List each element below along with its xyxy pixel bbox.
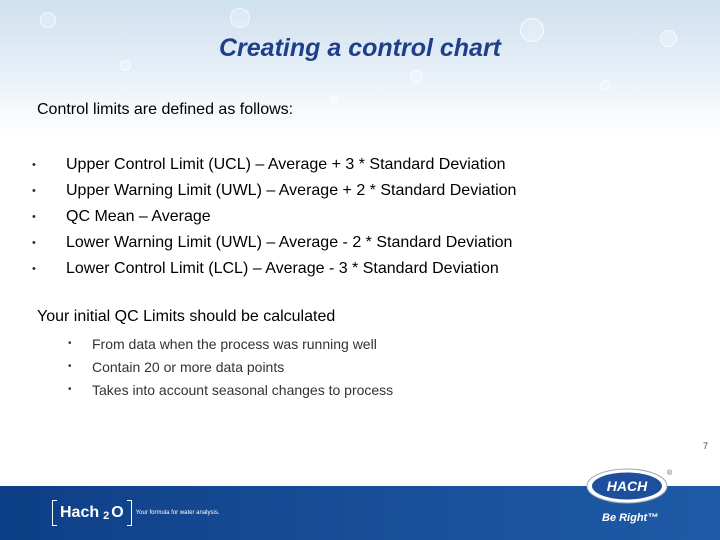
list-item (66, 332, 393, 355)
list-item (30, 204, 516, 230)
calc-point-text: Contain 20 or more data points (92, 358, 285, 375)
calc-points-list (66, 332, 393, 401)
water-bubble (410, 70, 423, 83)
limit-text: Lower Control Limit (LCL) – Average - 3 * Standard Deviation (66, 260, 499, 277)
water-bubble (600, 80, 610, 90)
header-background (0, 0, 720, 140)
list-item (30, 178, 516, 204)
bullet-icon: • (32, 237, 36, 249)
hach-logo-text: HACH (606, 478, 648, 494)
hach-logo-icon (586, 468, 668, 504)
intro-text: Control limits are defined as follows: (37, 101, 294, 118)
control-limits-list (30, 152, 516, 282)
slogan: Be Right™ (602, 512, 659, 524)
page-number: 7 (703, 441, 709, 451)
limit-text: Lower Warning Limit (UWL) – Average - 2 * Standard Deviation (66, 234, 513, 251)
brand-hach: Hach (60, 504, 100, 521)
registered-mark: ® (667, 470, 673, 477)
list-item (30, 230, 516, 256)
water-bubble (330, 95, 339, 104)
bullet-icon: • (68, 384, 72, 395)
calc-point-text: From data when the process was running well (92, 335, 377, 352)
list-item (66, 355, 393, 378)
brand-subscript: 2 (103, 510, 110, 522)
list-item (66, 378, 393, 401)
bullet-icon: • (32, 159, 36, 171)
bracket-right-icon (127, 500, 132, 526)
limit-text: Upper Control Limit (UCL) – Average + 3 * Standard Deviation (66, 156, 506, 173)
bullet-icon: • (68, 361, 72, 372)
list-item (30, 256, 516, 282)
limit-text: QC Mean – Average (66, 208, 211, 225)
limit-text: Upper Warning Limit (UWL) – Average + 2 * Standard Deviation (66, 182, 517, 199)
calc-point-text: Takes into account seasonal changes to process (92, 381, 394, 398)
list-item (30, 152, 516, 178)
brand-o: O (111, 504, 124, 521)
slide-title: Creating a control chart (219, 34, 501, 62)
bullet-icon: • (68, 338, 72, 349)
hach2o-brand (52, 500, 220, 526)
bullet-icon: • (32, 185, 36, 197)
brand-tagline: Your formula for water analysis. (135, 510, 220, 516)
bullet-icon: • (32, 263, 36, 275)
water-bubble (40, 12, 56, 28)
water-bubble (230, 8, 250, 28)
calc-heading: Your initial QC Limits should be calculated (37, 308, 336, 325)
bullet-icon: • (32, 211, 36, 223)
